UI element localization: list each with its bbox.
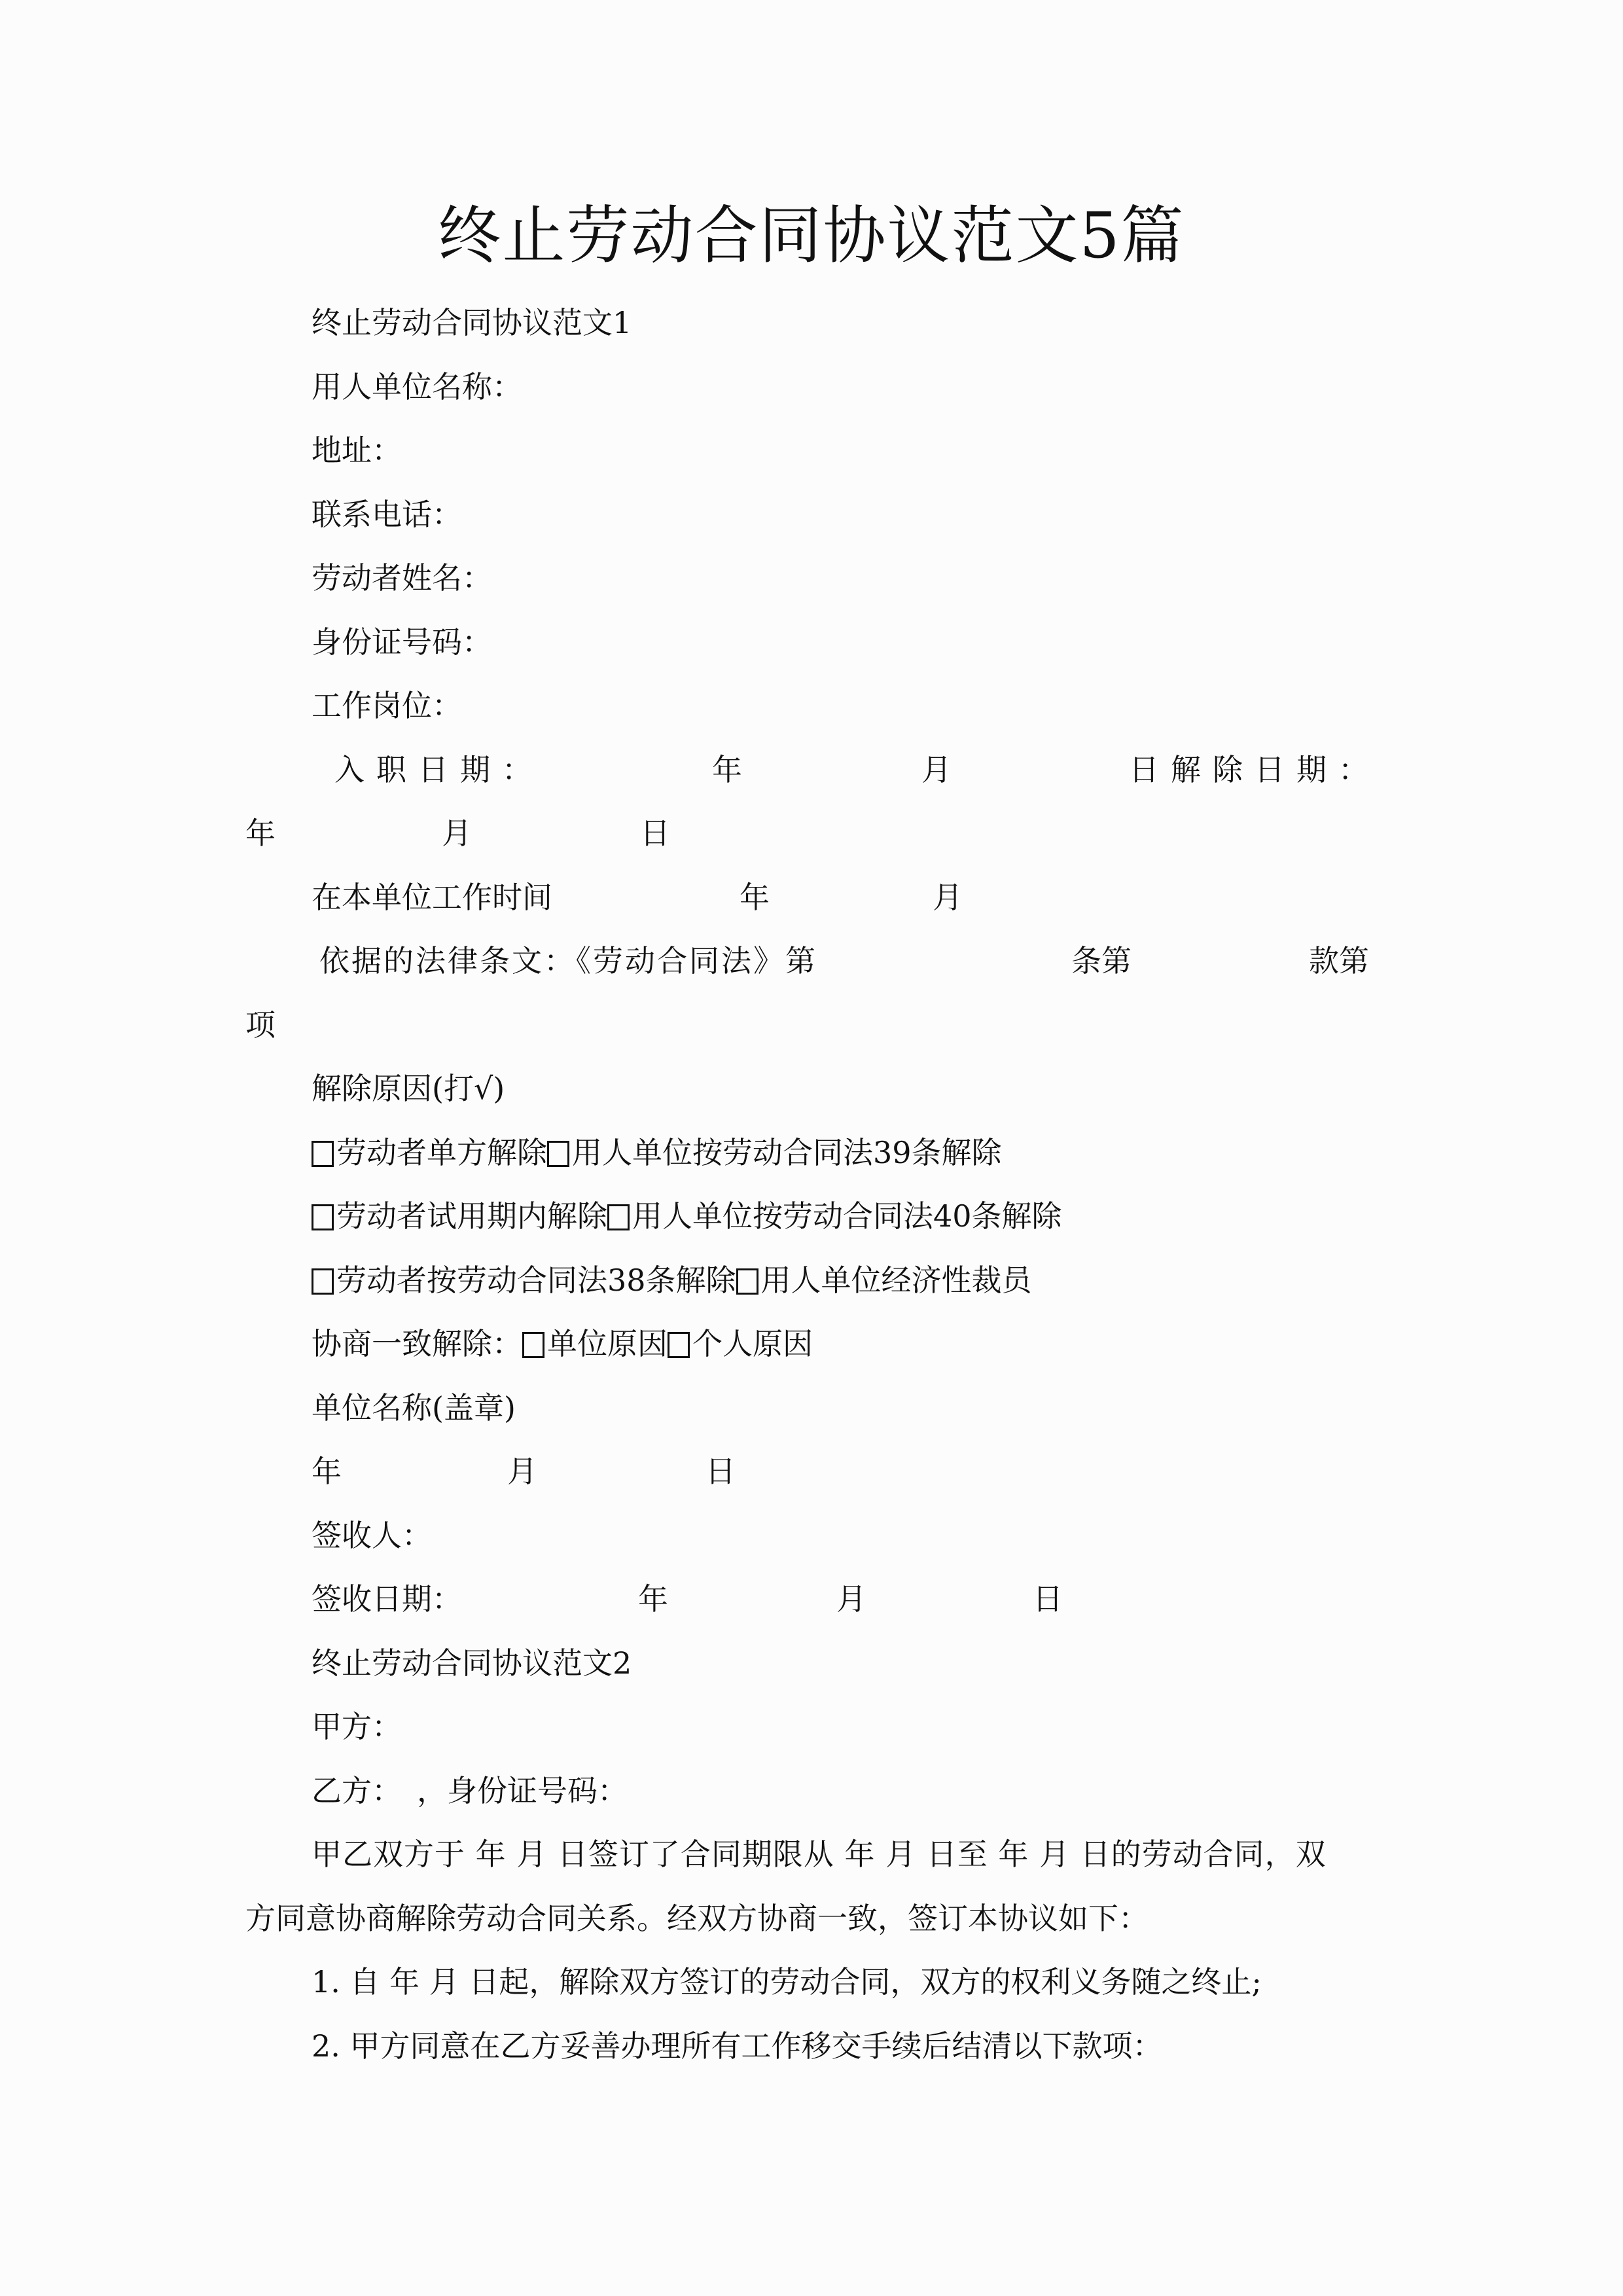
section-heading-1: 终止劳动合同协议范文1 <box>312 305 632 340</box>
service-time-label: 在本单位工作时间 <box>312 879 552 915</box>
page-title: 终止劳动合同协议范文5篇 <box>438 199 1185 272</box>
reason-option-row <box>245 1121 1417 1185</box>
agreement-paragraph-line-1: 甲乙双方于 年 月 日签订了合同期限从 年 月 日至 年 月 日的劳动合同，双 <box>312 1837 1327 1872</box>
seal-year: 年 <box>312 1454 342 1489</box>
checkbox-employer-layoff[interactable] <box>736 1268 758 1295</box>
option-label: 用人单位按劳动合同法40条解除 <box>632 1198 1062 1234</box>
mutual-termination-row <box>245 1312 1417 1376</box>
reason-option-row <box>245 1249 1417 1313</box>
termination-year: 年 <box>245 816 276 851</box>
legal-basis-label: 依据的法律条文：《劳动合同法》第 <box>319 943 817 978</box>
id-number-field: 身份证号码： <box>312 624 492 660</box>
option-label: 用人单位经济性裁员 <box>760 1262 1032 1298</box>
position-field: 工作岗位： <box>312 688 462 723</box>
service-months: 月 <box>933 879 963 915</box>
checkbox-personal-reason[interactable] <box>668 1332 690 1358</box>
agreement-paragraph-line-2: 方同意协商解除劳动合同关系。经双方协商一致，签订本协议如下： <box>245 1900 1149 1936</box>
option-label: 劳动者试用期内解除 <box>336 1198 607 1234</box>
termination-month: 月 <box>442 816 472 851</box>
termination-day: 日 <box>640 816 670 851</box>
seal-date-row <box>245 1440 1417 1504</box>
receipt-date-row <box>245 1568 1417 1632</box>
seal-month: 月 <box>507 1454 537 1489</box>
agreement-item-1: 1. 自 年 月 日起，解除双方签订的劳动合同，双方的权利义务随之终止; <box>312 1964 1262 2000</box>
checkbox-worker-unilateral[interactable] <box>312 1141 334 1167</box>
checkbox-employer-art39[interactable] <box>547 1141 569 1167</box>
mutual-termination-label: 协商一致解除： <box>312 1326 522 1361</box>
entry-date-row <box>245 738 1417 802</box>
checkbox-company-reason[interactable] <box>522 1332 544 1358</box>
option-label: 劳动者按劳动合同法38条解除 <box>336 1262 736 1298</box>
address-field: 地址： <box>312 433 402 468</box>
option-label: 单位原因 <box>547 1326 668 1361</box>
termination-reason-label: 解除原因(打√) <box>312 1071 505 1106</box>
receipt-day: 日 <box>1033 1581 1063 1617</box>
termination-date-row <box>245 802 1417 866</box>
option-label: 劳动者单方解除 <box>336 1134 547 1170</box>
party-b-field: 乙方： ，身份证号码： <box>312 1772 628 1808</box>
worker-name-field: 劳动者姓名： <box>312 560 492 596</box>
legal-clause: 款第 <box>1309 943 1369 978</box>
party-a-field: 甲方： <box>312 1709 402 1744</box>
service-years: 年 <box>740 879 770 915</box>
phone-field: 联系电话： <box>312 496 462 532</box>
seal-day: 日 <box>705 1454 736 1489</box>
reason-option-row <box>245 1185 1417 1249</box>
termination-date-label: 日解除日期： <box>1129 751 1380 787</box>
legal-item: 项 <box>245 1007 276 1043</box>
service-time-row <box>245 866 1417 930</box>
legal-basis-row <box>245 929 1417 994</box>
agreement-item-2: 2. 甲方同意在乙方妥善办理所有工作移交手续后结清以下款项： <box>312 2028 1163 2064</box>
legal-article: 条第 <box>1071 943 1132 978</box>
option-label: 用人单位按劳动合同法39条解除 <box>572 1134 1002 1170</box>
checkbox-worker-art38[interactable] <box>312 1268 334 1295</box>
option-label: 个人原因 <box>692 1326 813 1361</box>
receipt-date-label: 签收日期： <box>312 1581 462 1617</box>
company-seal-label: 单位名称(盖章) <box>312 1390 516 1426</box>
entry-month: 月 <box>921 751 952 787</box>
section-heading-2: 终止劳动合同协议范文2 <box>312 1645 632 1681</box>
receipt-year: 年 <box>638 1581 668 1617</box>
receipt-month: 月 <box>836 1581 866 1617</box>
document-body <box>245 291 1417 2078</box>
entry-year: 年 <box>712 751 742 787</box>
entry-date-label: 入职日期： <box>334 751 544 787</box>
checkbox-worker-probation[interactable] <box>312 1204 334 1230</box>
employer-name-field: 用人单位名称： <box>312 368 522 404</box>
recipient-field: 签收人： <box>312 1517 432 1553</box>
checkbox-employer-art40[interactable] <box>607 1204 630 1230</box>
